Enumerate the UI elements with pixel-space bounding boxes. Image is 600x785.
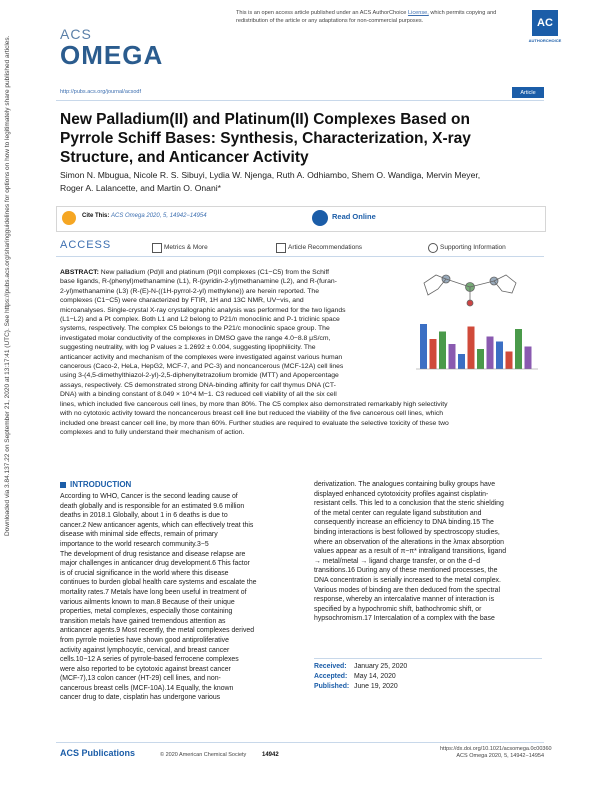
intro-left-line: is of crucial significance in the world where this disease	[60, 569, 229, 577]
abstract-line-0: ABSTRACT: New palladium (Pd)II and platinum (Pt)II complexes (C1−C5) from the Schiff	[60, 269, 330, 276]
journal-url-link[interactable]: http://pubs.acs.org/journal/acsodf	[60, 89, 142, 95]
intro-left-line: cancer.2 New anticancer agents, which can effectively treat this	[60, 521, 254, 529]
intro-right-line: derivatization. The analogues containing bulky groups have	[314, 481, 496, 488]
abstract-line-15: with no cytotoxic activity toward the noncancerous breast cell line but reduced the viability of the five cancerous cell lines, which	[60, 410, 444, 418]
cite-icon	[62, 211, 76, 225]
abstract-line-13: DNA) with a binding constant of 8.049 × 10^4 M−1. C3 reduced cell viability of all the six cell	[60, 391, 337, 399]
abstract-line-10: cancerous (Caco-2, HeLa, HepG2, MCF-7, and PC-3) and noncancerous (MCF-12A) cell lines	[60, 363, 344, 371]
intro-left-line: properties, metal complexes, especially those containing	[60, 608, 233, 616]
abstract-line-8: suggesting neutrality, with log P values ≥ 1.2692 ± 0.004, suggesting lipophilicity. The	[60, 344, 316, 352]
cite-bar	[56, 206, 546, 232]
intro-left-line: were also reported to be cytotoxic against breast cancer	[60, 665, 231, 673]
read-online-icon[interactable]	[312, 210, 328, 226]
abstract-line-3: complexes (C1−C5) were characterized by FTIR, 1H and 13C NMR, UV−vis, and	[60, 297, 304, 305]
abstract-line-1: base ligands, R-(phenyl)methanamine (L1), R-(pyridin-2-yl)methanamine (L2), and R-(furan-	[60, 278, 337, 286]
abstract-line-14: lines, which included five cancerous cell lines, by more than 80%. The C5 complex also demonstrated remarkably high selectivity	[60, 400, 448, 408]
recommendations-button[interactable]: Article Recommendations	[288, 244, 363, 251]
body-column-left	[60, 492, 288, 703]
abstract-line-9: anticancer activity and mechanism of the complexes were investigated against various human	[60, 353, 343, 361]
abstract-line-6: systems, respectively. The complex C5 belongs to the P21/c monoclinic space group. The	[60, 325, 330, 333]
author-list: Simon N. Mbugua, Nicole R. S. Sibuyi, Lydia W. Njenga, Ruth A. Odhiambo, Shem O. Wandiga, Mervin Meyer, Roger A. Lalancette, and Martin O. Onani*	[60, 170, 481, 193]
metrics-icon[interactable]	[152, 243, 162, 253]
accepted-date: May 14, 2020	[354, 673, 396, 680]
article-history: Received: January 25, 2020 Accepted: May 14, 2020 Published: June 19, 2020	[314, 663, 408, 690]
intro-left-line: According to WHO, Cancer is the second leading cause of	[60, 493, 238, 500]
intro-left-line: major challenges in anticancer drug development.6 This factor	[60, 560, 250, 568]
footer-doi	[440, 746, 552, 760]
abstract-line-12: assays, respectively. C5 demonstrated strong DNA-binding affinity for calf thymus DNA (CT-	[60, 381, 336, 389]
intro-right-line: resistant cells. This led to a conclusion that the steric shielding	[314, 500, 504, 508]
intro-left-line: anticancer agents.9 Most recently, the metal complexes derived	[60, 627, 255, 635]
abstract-line-7: investigated molar conductivity of the complexes in DMSO gave the range 4.0−8.8 μS/cm,	[60, 334, 331, 342]
abstract-line-2: 2-yl)methanamine (L3) (R-(E)-N-((1H-pyrrol-2-yl) methylene)) are herein reported. The	[60, 287, 319, 295]
published-date: June 19, 2020	[354, 683, 398, 690]
intro-left-line: importance to the world research community.3−5	[60, 540, 209, 548]
body-column-right	[314, 480, 542, 624]
intro-right-line: where an observation of the alterations in the λmax absorption	[314, 538, 504, 546]
open-access-note: This is an open access article published under an ACS AuthorChoice License, which permits copying and redistribution of the article or any adaptations for non-commercial purposes.	[236, 10, 497, 24]
intro-right-line: of the metal center can regulate ligand substitution and	[314, 509, 482, 517]
intro-right-line: displayed enhanced cytotoxicity profiles against cisplatin-	[314, 490, 489, 498]
intro-right-line: DNA concentration is serially increased to the metal complex.	[314, 576, 501, 584]
abstract-line-17: complexes and to fully understand their mechanism of action.	[60, 428, 245, 436]
access-label: ACCESS	[60, 239, 112, 251]
footer-rule	[56, 742, 544, 743]
download-side-note: Downloaded via 3.84.137.22 on September 21, 2020 at 13:17:41 (UTC). See https://pubs.acs.org/sharingguidelines for options on how to legitimately share published articles.	[4, 35, 11, 536]
intro-left-line: cells.10−12 A series of pyrrole-based ferrocene complexes	[60, 656, 239, 664]
intro-left-line: mortality rates.7 Metals have long been useful in treatment of	[60, 588, 247, 596]
article-type-badge: Article	[512, 87, 544, 98]
intro-left-line: from pyrrole moieties have shown good antiproliferative	[60, 636, 229, 644]
abstract-line-4: microanalyses. Single-crystal X-ray crystallographic analysis was performed for the two ligands	[60, 306, 346, 314]
intro-left-line: transition metals have gained tremendous attention as	[60, 617, 226, 625]
intro-left-line: death globally and is responsible for an estimated 9.6 million	[60, 502, 245, 510]
intro-left-line: activity against lymphocytic, cervical, and breast cancer	[60, 646, 230, 654]
license-link[interactable]: License,	[407, 10, 429, 16]
supporting-info-button[interactable]: Supporting Information	[440, 244, 506, 251]
doi-link[interactable]: https://dx.doi.org/10.1021/acsomega.0c00360	[440, 746, 552, 752]
intro-left-line: The development of drug resistance and disease relapse are	[60, 550, 246, 558]
cite-text: Cite This: ACS Omega 2020, 5, 14942−14954	[82, 213, 207, 219]
abstract	[60, 268, 542, 437]
intro-right-line: Various modes of binding are then deduced from the spectral	[314, 586, 501, 594]
intro-right-line: binding interactions is best followed by spectroscopy studies,	[314, 528, 500, 536]
intro-left-line: various ailments known to man.8 Because of their unique	[60, 598, 235, 606]
metrics-button[interactable]: Metrics & More	[164, 244, 208, 251]
section-marker-icon	[60, 482, 66, 488]
acs-publications-logo: ACS Publications	[60, 748, 136, 758]
intro-left-line: continues to burden global health care systems and escalate the	[60, 579, 257, 587]
intro-left-line: (MCF-7),13 colon cancer (HT-29) cell lines, and non-	[60, 675, 221, 683]
authorchoice-label: AUTHORCHOICE	[528, 38, 562, 43]
abstract-line-16: included one breast cancer cell line, by more than 60%. Further studies are required to evaluate the selective toxicity of these two	[60, 419, 449, 427]
article-title: New Palladium(II) and Platinum(II) Complexes Based on Pyrrole Schiff Bases: Synthesis, Characterization, X-ray Structure, and Anticancer Activity	[60, 111, 471, 166]
intro-right-line: response, whereby an intercalative manner of interaction is	[314, 596, 495, 604]
abstract-line-11: using 3-(4,5-dimethylthiazol-2-yl)-2,5-diphenyltetrazolium bromide (MTT) and Apopercentage	[60, 372, 339, 380]
copyright: © 2020 American Chemical Society	[160, 752, 247, 758]
intro-left-line: deaths in 2018.1 Globally, about 1 in 6 deaths is due to	[60, 512, 228, 520]
authorchoice-icon: AC	[532, 10, 558, 36]
intro-right-line: → metal/metal → ligand charge transfer, or on the d−d	[314, 557, 481, 565]
footer-citation: ACS Omega 2020, 5, 14942−14954	[456, 753, 544, 759]
intro-left-line: cancerous breast cells (MCF-10A).14 Equally, the known	[60, 684, 234, 692]
history-rule	[314, 658, 542, 659]
received-date: January 25, 2020	[354, 663, 408, 670]
page-number: 14942	[262, 752, 279, 758]
intro-left-line: cancer drug to date, cisplatin has undergone various	[60, 694, 221, 702]
read-online-button[interactable]: Read Online	[332, 212, 376, 221]
intro-right-line: specified by a hypochromic shift, bathochromic shift, or	[314, 605, 482, 613]
journal-logo: ACS OMEGA	[60, 26, 164, 70]
intro-right-line: values appear as a result of π−π* intraligand transitions, ligand	[314, 548, 507, 556]
intro-right-line: transitions.16 During any of these mentioned processes, the	[314, 567, 498, 575]
intro-right-line: consequently increase an efficiency to DNA binding.15 The	[314, 519, 494, 527]
citation-link[interactable]: ACS Omega 2020, 5, 14942−14954	[111, 213, 207, 219]
section-heading-introduction: INTRODUCTION	[70, 480, 132, 489]
intro-left-line: disease with minimal side effects, remain of primary	[60, 531, 218, 539]
intro-right-line: hypsochromism.17 Intercalation of a complex with the base	[314, 615, 495, 623]
abstract-line-5: (L1−L2) and a Pt complex. Both L1 and L2 belong to P21/n monoclinic and P-1 triclinic space	[60, 316, 340, 324]
supporting-info-icon[interactable]	[428, 243, 438, 253]
recommendations-icon[interactable]	[276, 243, 286, 253]
